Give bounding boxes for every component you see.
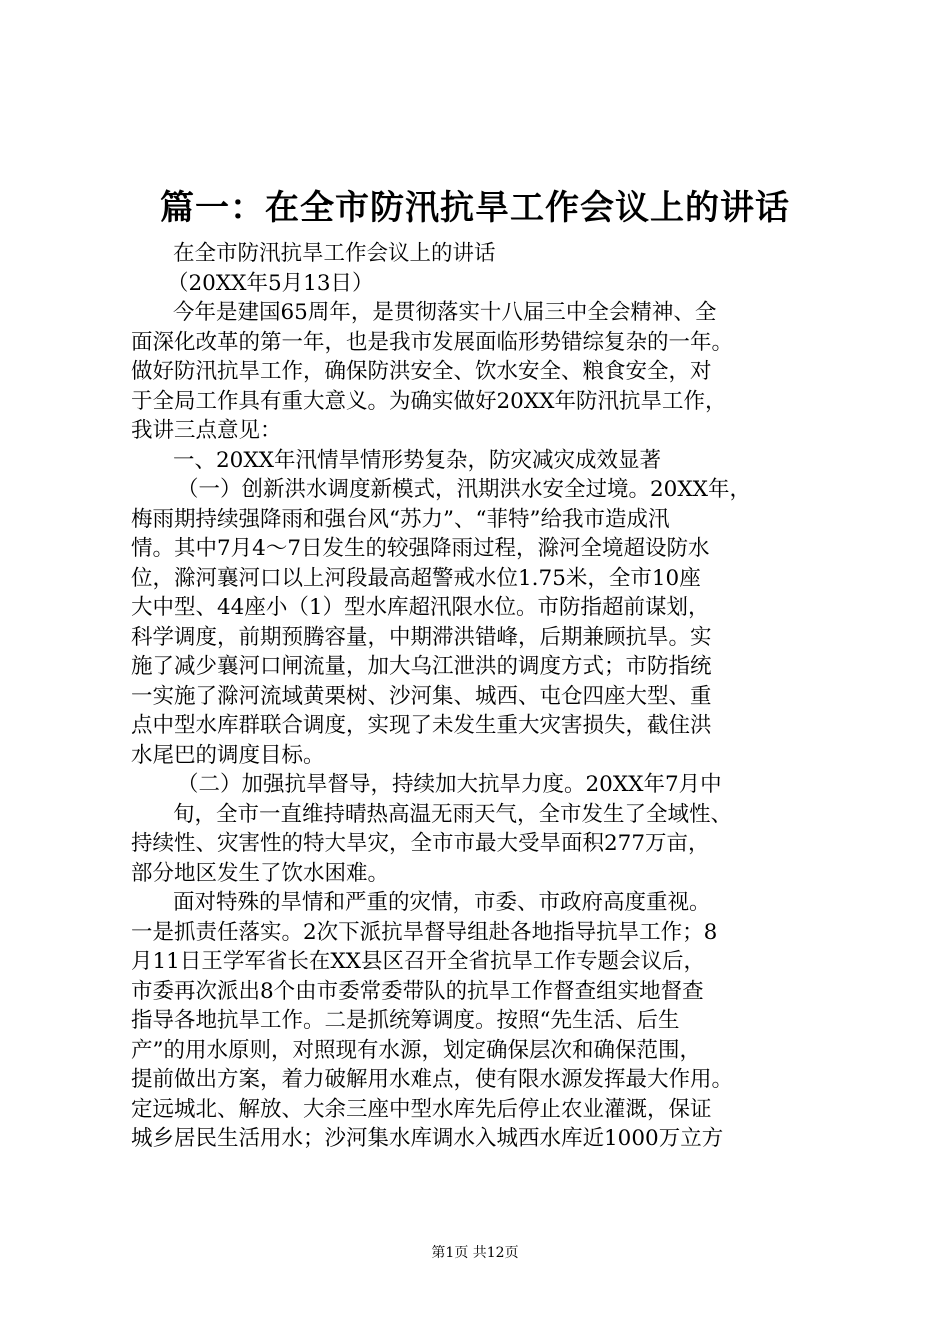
subtitle: 在全市防汛抗旱工作会议上的讲话 <box>173 241 496 266</box>
paragraph-line: 大中型、44座小（1）型水库超汛限水位。市防指超前谋划， <box>131 595 710 620</box>
paragraph-line: （二）加强抗旱督导，持续加大抗旱力度。20XX年7月中 <box>177 772 722 797</box>
paragraph-line: 月11日王学军省长在XX县区召开全省抗旱工作专题会议后， <box>131 949 705 974</box>
paragraph-line: 位，滁河襄河口以上河段最高超警戒水位1.75米，全市10座 <box>131 565 701 591</box>
paragraph-line: 旬，全市一直维持晴热高温无雨天气，全市发生了全域性、 <box>173 801 733 827</box>
paragraph-line: 持续性、灾害性的特大旱灾，全市市最大受旱面积277万亩， <box>131 831 710 856</box>
paragraph-line: 面深化改革的第一年，也是我市发展面临形势错综复杂的一年。 <box>131 329 734 355</box>
document-title: 篇一：在全市防汛抗旱工作会议上的讲话 <box>160 188 790 228</box>
paragraph-line: 梅雨期持续强降雨和强台风“苏力”、“菲特”给我市造成汛 <box>131 506 670 532</box>
paragraph-line: 指导各地抗旱工作。二是抓统筹调度。按照“先生活、后生 <box>131 1008 680 1033</box>
paragraph-line: 提前做出方案，着力破解用水难点，使有限水源发挥最大作用。 <box>131 1067 734 1092</box>
date-line: （20XX年5月13日） <box>167 270 374 296</box>
paragraph-line: 科学调度，前期预腾容量，中期滞洪错峰，后期兼顾抗旱。实 <box>131 624 712 650</box>
paragraph-line: （一）创新洪水调度新模式，汛期洪水安全过境。20XX年， <box>177 477 751 502</box>
paragraph-line: 点中型水库群联合调度，实现了未发生重大灾害损失，截住洪 <box>131 713 712 738</box>
paragraph-line: 定远城北、解放、大余三座中型水库先后停止农业灌溉，保证 <box>131 1096 712 1122</box>
paragraph-line: 于全局工作具有重大意义。为确实做好20XX年防汛抗旱工作， <box>131 388 727 414</box>
paragraph-line: 城乡居民生活用水；沙河集水库调水入城西水库近1000万立方 <box>131 1126 724 1151</box>
paragraph-line: 面对特殊的旱情和严重的灾情，市委、市政府高度重视。 <box>173 890 711 915</box>
paragraph-line: 部分地区发生了饮水困难。 <box>131 860 390 886</box>
paragraph-line: 情。其中7月4～7日发生的较强降雨过程，滁河全境超设防水 <box>131 536 710 561</box>
paragraph-line: 施了减少襄河口闸流量，加大乌江泄洪的调度方式；市防指统 <box>131 654 712 679</box>
document-body <box>131 239 831 1154</box>
paragraph-line: 市委再次派出8个由市委常委带队的抗旱工作督查组实地督查 <box>131 978 704 1004</box>
paragraph-line: 我讲三点意见： <box>131 418 282 443</box>
paragraph-line: 水尾巴的调度目标。 <box>131 742 325 768</box>
paragraph-line: 一是抓责任落实。2次下派抗旱督导组赴各地指导抗旱工作；8 <box>131 919 718 945</box>
paragraph-line: 一实施了滁河流域黄栗树、沙河集、城西、屯仓四座大型、重 <box>131 683 712 709</box>
page-number: 第1页 共12页 <box>431 1245 519 1261</box>
paragraph-line: 产”的用水原则，对照现有水源，划定确保层次和确保范围， <box>131 1037 701 1063</box>
paragraph-line: 做好防汛抗旱工作，确保防洪安全、饮水安全、粮食安全，对 <box>131 359 712 384</box>
section-heading: 一、20XX年汛情旱情形势复杂，防灾减灾成效显著 <box>173 447 661 473</box>
paragraph-line: 今年是建国65周年，是贯彻落实十八届三中全会精神、全 <box>173 300 717 325</box>
